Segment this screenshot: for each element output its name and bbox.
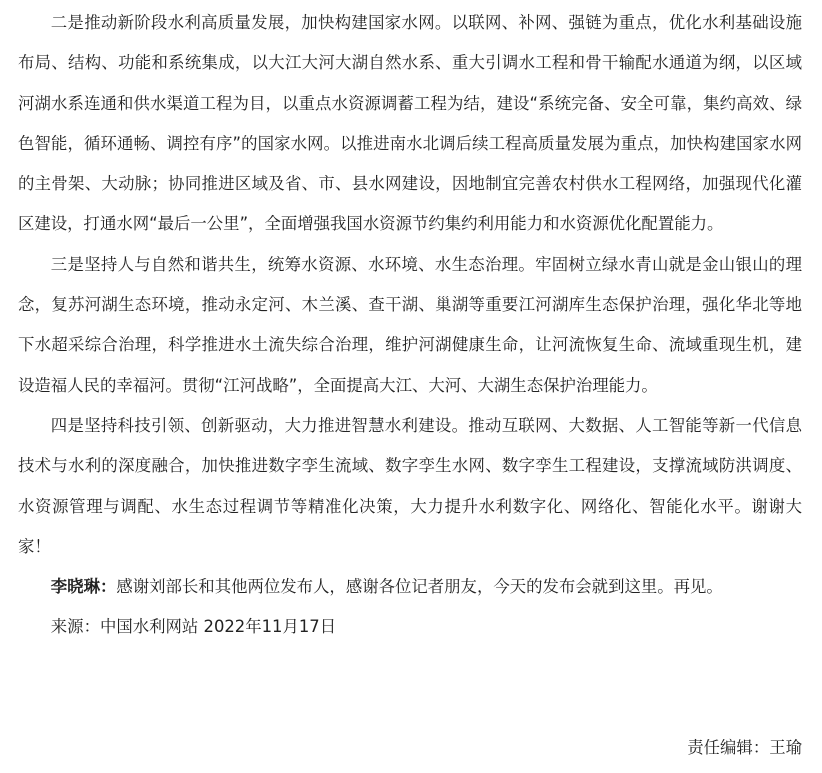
responsible-editor: 责任编辑：王瑜 (687, 738, 802, 757)
closing-text: 感谢刘部长和其他两位发布人，感谢各位记者朋友，今天的发布会就到这里。再见。 (116, 577, 723, 597)
speaker-name: 李晓琳： (50, 577, 117, 597)
paragraph-ecological-governance: 三是坚持人与自然和谐共生，统筹水资源、水环境、水生态治理。牢固树立绿水青山就是金山银山的理念，复苏河湖生态环境，推动永定河、木兰溪、查干湖、巢湖等重要江河湖库生态保护治理，强化华北等地下水超采综合治理，科学推进水土流失综合治理，维护河湖健康生命，让河流恢复生命、流域重现生机，建设造福人民的幸福河。贯彻“江河战略”，全面提高大江、大河、大湖生态保护治理能力。 (18, 254, 802, 395)
paragraph-smart-water: 四是坚持科技引领、创新驱动，大力推进智慧水利建设。推动互联网、大数据、人工智能等新一代信息技术与水利的深度融合，加快推进数字孪生流域、数字孪生水网、数字孪生工程建设，支撑流域防洪调度、水资源管理与调配、水生态过程调节等精准化决策，大力提升水利数字化、网络化、智能化水平。谢谢大家！ (18, 415, 802, 556)
closing-remarks (18, 567, 802, 607)
source-line: 来源：中国水利网站 2022年11月17日 (50, 617, 337, 637)
paragraph-national-water-network: 二是推动新阶段水利高质量发展，加快构建国家水网。以联网、补网、强链为重点，优化水利基础设施布局、结构、功能和系统集成，以大江大河大湖自然水系、重大引调水工程和骨干输配水通道为纲，以区域河湖水系连通和供水渠道工程为目，以重点水资源调蓄工程为结，建设“系统完备、安全可靠，集约高效、绿色智能，循环通畅、调控有序”的国家水网。以推进南水北调后续工程高质量发展为重点，加快构建国家水网的主骨架、大动脉；协同推进区域及省、市、县水网建设，因地制宜完善农村供水工程网络，加强现代化灌区建设，打通水网“最后一公里”，全面增强我国水资源节约集约利用能力和水资源优化配置能力。 (18, 13, 802, 234)
